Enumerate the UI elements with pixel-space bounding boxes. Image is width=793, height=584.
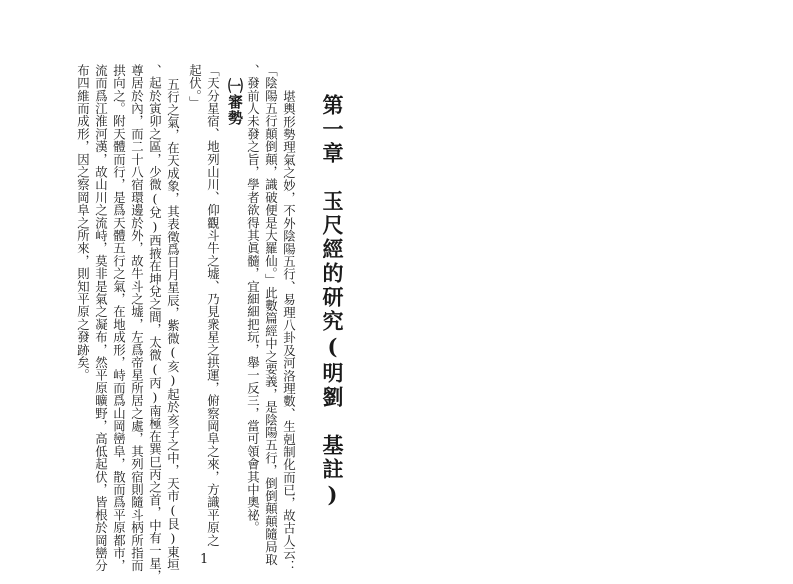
text-column-1: 堪輿形勢理氣之妙，不外陰陽五行、易理八卦及河洛理數、生剋制化而已，故古人云： <box>281 90 297 573</box>
text-column-3: 、發前人未發之旨，學者欲得其眞髓，宜細細把玩，舉一反三，當可領會其中奧祕。 <box>245 64 261 534</box>
text-column-6: 五行之氣，在天成象，其表徵爲日月星辰，紫微(亥)起於亥子之中，天市(艮)東垣 <box>165 78 181 571</box>
text-column-11: 布四維而成形，因之察岡阜之所來，則知平原之發跡矣。 <box>75 64 91 382</box>
chapter-title: 第一章 玉尺經的研究(明劉 基註) <box>320 94 345 510</box>
text-column-9: 拱向之。附天體而行，是爲天體五行之氣，在地成形，峙而爲山岡巒阜，散而爲平原都市， <box>111 64 127 572</box>
text-column-7: 、起於寅卯之區，少微(兌)西掖在坤兌之間，太微(丙)南極在巽巳丙之首，中有一星， <box>147 64 163 583</box>
page-number: 1 <box>200 552 209 567</box>
text-column-10: 流而爲江淮河漢，故山川之流峙，莫非是氣之凝布，然平原曠野，高低起伏，皆根於岡巒分 <box>93 64 109 572</box>
text-column-5: 起伏。」 <box>187 64 203 109</box>
text-column-4: 「天分星宿、地列山川、仰觀斗牛之墟、乃見衆星之拱運，俯察岡阜之來，方識平原之 <box>205 64 221 547</box>
text-column-8: 尊居於內，而二十八宿環邊於外，故牛斗之墟，左爲帝星所居之處，其列宿則隨斗柄所指而 <box>129 64 145 572</box>
text-column-2: 「陰陽五行顛倒顛，識破便是大羅仙。」此數篇經中之要義，是陰陽五行，倒倒顛顛隨局取 <box>263 64 279 566</box>
section-heading: ㈠審勢 <box>226 78 244 126</box>
